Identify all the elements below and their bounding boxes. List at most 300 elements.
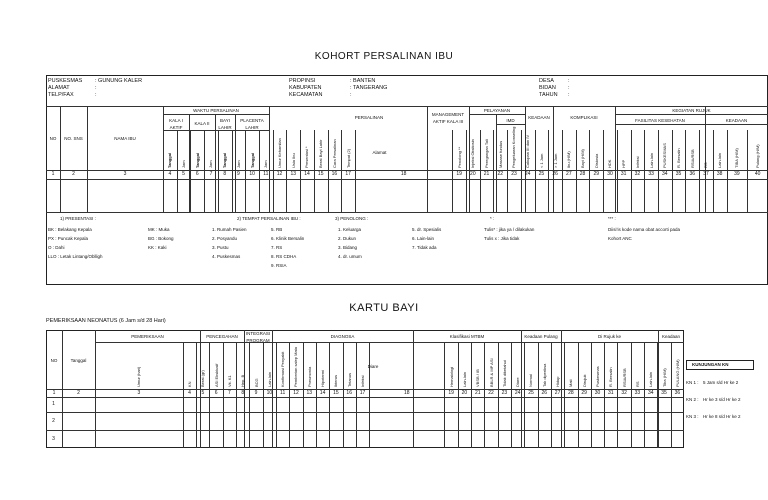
- info-label-telp: TELP/FAX: [48, 92, 74, 98]
- legend-tempat-title: 2) TEMPAT PERSALINAN IBU :: [237, 216, 301, 221]
- kartu-col-number: 19: [448, 390, 454, 396]
- group-line: [561, 330, 562, 448]
- column-line: [273, 130, 274, 212]
- kohort-col-label: RS: [703, 162, 709, 168]
- info-value-kabupaten: : TANGERANG: [350, 85, 388, 91]
- kn2-value: Hr ke 3 s/d Hr ke 2: [703, 397, 741, 402]
- column-line: [631, 342, 632, 448]
- kartu-col-number: 1: [52, 390, 56, 396]
- kohort-col-number: 17: [345, 171, 351, 177]
- kartu-col-number: 22: [488, 390, 494, 396]
- kohort-col-number: 2: [72, 171, 75, 177]
- legend-item: BK : Belakang Kepala: [48, 227, 92, 232]
- kartu-col-number: 14: [319, 390, 326, 396]
- kohort-col-number: 27: [566, 171, 572, 177]
- kohort-col-label: Jam: [235, 160, 241, 168]
- kohort-col-label: Ibu (H/M): [566, 151, 572, 168]
- kartu-col-number: 26: [541, 390, 548, 396]
- kartu-col-number: 34: [647, 390, 654, 396]
- column-line: [727, 130, 728, 212]
- column-line: [589, 130, 590, 212]
- kartu-col-no: NO: [50, 358, 58, 363]
- kartu-row-number: 3: [52, 436, 55, 442]
- kohort-col-label: PUSKESMAS: [662, 143, 668, 168]
- kohort-col-label: Jam: [263, 160, 269, 168]
- info-value-propinsi: : BANTEN: [350, 78, 376, 84]
- column-line: [576, 130, 577, 212]
- info-label-puskesmas: PUSKESMAS: [48, 78, 83, 84]
- kartu-col-label: Lain-lain: [266, 371, 272, 387]
- column-line: [328, 130, 329, 212]
- group-line: [269, 106, 270, 212]
- info-value-kecamatan: :: [350, 92, 352, 98]
- column-line: [644, 342, 645, 448]
- legend-item: 6. Lain-lain: [412, 236, 435, 241]
- kartu-col-label: R. Bersalin: [608, 367, 614, 387]
- legend-presentasi-list: [48, 225, 103, 261]
- kartu-col-number: 5: [201, 390, 205, 396]
- column-line: [300, 130, 301, 212]
- column-line: [562, 130, 563, 212]
- kohort-col-number: 25: [538, 171, 545, 177]
- kohort-col-number: 7: [209, 171, 213, 177]
- kohort-col-number: 5: [182, 171, 185, 177]
- waktu-group-line: [163, 114, 269, 115]
- kohort-numrow-bottom: [46, 179, 768, 180]
- kohort-col-label: Injeksi Oksitosin: [470, 139, 476, 168]
- legend-item: 2. Posyandu: [212, 236, 238, 241]
- group-line: [658, 330, 659, 448]
- info-label-alamat: ALAMAT: [48, 85, 70, 91]
- kartu-col-number: 7: [228, 390, 231, 396]
- legend-item: PX : Puncak Kepala: [48, 236, 89, 241]
- column-line: [60, 106, 61, 212]
- kn3-value: Hr ke 8 s/d Hr ke 2: [703, 414, 741, 419]
- group-line: [200, 330, 201, 448]
- column-line: [218, 130, 219, 212]
- legend-tanda-title: * :: [490, 216, 495, 221]
- legend-item: KK : Kaki: [148, 245, 167, 250]
- column-line: [286, 130, 287, 212]
- column-line: [314, 130, 315, 212]
- column-line: [538, 342, 539, 448]
- group-fasilitas: FASILITAS KESEHATAN: [635, 118, 685, 123]
- column-line: [535, 130, 536, 212]
- legend-item: Kohort ANC: [608, 236, 632, 241]
- group-bayi-lahir: BAYI LAHIR: [218, 118, 232, 130]
- kartu-col-number: 36: [674, 390, 681, 396]
- rujuk-group-line: [615, 114, 768, 115]
- column-line: [658, 130, 659, 212]
- kartu-col-label: BCG: [253, 378, 259, 387]
- column-line: [303, 342, 304, 448]
- info-value-alamat: :: [95, 85, 97, 91]
- legend-tempat-list-2: [271, 225, 304, 270]
- column-line: [236, 342, 237, 448]
- column-line: [249, 342, 250, 448]
- kartu-col-number: 35: [661, 390, 667, 396]
- group-kala1: KALA I AKTIF: [169, 118, 183, 130]
- column-line: [484, 342, 485, 448]
- kohort-col-label: Distosia: [593, 153, 599, 168]
- column-line: [356, 342, 357, 448]
- kartu-row1-bottom: [46, 412, 684, 413]
- kohort-col-number: 38: [716, 171, 723, 177]
- kartu-col-number: 31: [608, 390, 614, 396]
- kartu-col-number: 4: [188, 390, 191, 396]
- info-label-tahun: TAHUN: [539, 92, 558, 98]
- kartu-numrow-bottom: [46, 397, 684, 398]
- column-line: [493, 130, 494, 212]
- kartu-col-label: Hipotermi: [320, 369, 326, 387]
- kohort-col-label: Penolong **: [456, 146, 462, 168]
- kartu-col-label: BBLR & MP ASI: [488, 358, 494, 387]
- kohort-col-number: 28: [579, 171, 586, 177]
- legend-item: 1. Rumah Pasien: [212, 227, 247, 232]
- legend-item: 4. dr. umum: [338, 254, 362, 259]
- kohort-col-label: Presentasi *: [304, 146, 310, 168]
- kohort-col-number: 9: [237, 171, 240, 177]
- kohort-col-number: 8: [223, 171, 227, 177]
- legend-item: 5. RB: [271, 227, 283, 232]
- kohort-col-label: < 1 Jam: [538, 153, 544, 168]
- column-line: [685, 130, 686, 212]
- kohort-col-number: 13: [290, 171, 297, 177]
- legend-item: 7. Tidak ada: [412, 245, 437, 250]
- kartu-col-number: 20: [461, 390, 468, 396]
- info-label-kecamatan: KECAMATAN: [289, 92, 323, 98]
- column-line: [190, 130, 191, 212]
- column-line: [204, 130, 205, 212]
- column-line: [672, 130, 673, 212]
- kohort-col-number: 36: [689, 171, 696, 177]
- kartu-col-number: 27: [554, 390, 561, 396]
- legend-tempat-list: [212, 225, 247, 261]
- kohort-title: KOHORT PERSALINAN IBU: [314, 51, 454, 62]
- kohort-col-label: Tanggal: [167, 152, 173, 168]
- kohort-col-number: 32: [634, 171, 641, 177]
- group-pelayanan: PELAYANAN: [483, 108, 511, 113]
- kohort-col-number: 39: [734, 171, 740, 177]
- kn1-value: 5 Jam s/d Hr ke 2: [703, 380, 739, 385]
- column-line: [444, 342, 445, 448]
- column-line: [671, 342, 672, 448]
- column-line: [617, 342, 618, 448]
- legend-tanda-list: [484, 225, 534, 243]
- kartu-col-label: Tak diperiksa: [541, 363, 547, 387]
- kohort-col-number: 26: [552, 171, 558, 177]
- legend-item: 2. Dukun: [338, 236, 357, 241]
- group-plasenta: PLACENTA LAHIR: [240, 118, 264, 130]
- kn1-label: KN 1 :: [686, 380, 699, 385]
- column-line: [617, 130, 618, 212]
- legend-penolong-list: [338, 225, 362, 261]
- group-komplikasi: KOMPLIKASI: [570, 115, 598, 120]
- kartu-col-label: VBSB / IB: [475, 369, 481, 387]
- kartu-col-label: Lain-lain: [461, 371, 467, 387]
- kohort-col-number: 20: [470, 171, 476, 177]
- legend-obat-list: [608, 225, 680, 243]
- kohort-col-label: HPP: [621, 159, 627, 168]
- kohort-col-number: 34: [662, 171, 668, 177]
- kartu-col-number: 6: [214, 390, 218, 396]
- kohort-col-label: Berat Bayi Lahir: [318, 139, 324, 168]
- kohort-col-number: 23: [511, 171, 517, 177]
- group-keadaan-rujuk: KEADAAN: [725, 118, 748, 123]
- legend-item: Diisi’is kode nama obat accorti pada: [608, 227, 681, 232]
- column-line: [713, 130, 714, 212]
- kartu-col-label: Konfirmasi Penyakit: [280, 351, 286, 387]
- column-line: [355, 130, 356, 212]
- kartu-col-label: Infeksi: [360, 375, 365, 387]
- kohort-col-label: Pulang (H/M): [755, 144, 761, 168]
- legend-item: O : Dahi: [48, 245, 65, 250]
- kohort-col-number: 3: [123, 171, 127, 177]
- column-line: [276, 342, 277, 448]
- kohort-col-number: 15: [317, 171, 324, 177]
- column-line: [591, 342, 592, 448]
- kohort-col-number: 40: [754, 171, 761, 177]
- col-no-sns: NO. SNS: [64, 136, 83, 141]
- group-line: [189, 114, 190, 212]
- column-line: [245, 130, 246, 212]
- kartu-col-label: Pneumonia: [306, 366, 312, 387]
- column-line: [223, 342, 224, 448]
- kohort-col-label: Cakupan III dan IV: [525, 134, 531, 168]
- kartu-row-number: 2: [52, 418, 55, 424]
- col-alamat: Alamat: [372, 150, 387, 155]
- column-line: [480, 130, 481, 212]
- kartu-group-pencegahan: PENCEGAHAN: [206, 334, 238, 339]
- kartu-col-number: 3: [137, 390, 141, 396]
- kartu-col-number: 12: [293, 390, 299, 396]
- column-line: [95, 330, 96, 448]
- kartu-group-keadaan: Keadaan: [661, 334, 681, 339]
- kartu-col-label: Hidup: [555, 376, 561, 387]
- kartu-col-number: 10: [266, 390, 273, 396]
- info-value-telp: :: [95, 92, 97, 98]
- column-line: [471, 342, 472, 448]
- kartu-col-label: Berat (gr): [200, 370, 206, 387]
- kohort-col-label: Peregangan Tali: [484, 139, 490, 168]
- kartu-col-label: Puskesmas: [595, 366, 600, 387]
- kartu-col-number: 2: [77, 390, 80, 396]
- kartu-col-number: 9: [254, 390, 258, 396]
- legend-presentasi-title: 1) PRESENTASI :: [60, 216, 96, 221]
- kartu-col-number: 30: [594, 390, 601, 396]
- imd-sub-line: [496, 124, 525, 125]
- group-line: [272, 330, 273, 448]
- kohort-col-label: Lain-lain: [648, 152, 654, 168]
- kohort-col-label: > 1 Jam: [552, 153, 558, 168]
- column-line: [466, 130, 467, 212]
- info-value-tahun: :: [568, 92, 570, 98]
- kartu-group-diagnosa: DIAGNOSA: [330, 334, 355, 339]
- info-label-desa: DESA: [539, 78, 554, 84]
- legend-item: 6. Klinik Bersalin: [271, 236, 305, 241]
- kartu-col-label: Diare: [515, 377, 521, 387]
- kohort-col-label: Masase fundus: [497, 140, 503, 168]
- kartu-col-label: Tetanus: [346, 372, 352, 387]
- legend-obat-title: *** :: [608, 216, 616, 221]
- column-line: [329, 342, 330, 448]
- kohort-col-label: R. Bersalin: [676, 148, 682, 168]
- kartu-col-tanggal: Tanggal: [70, 358, 87, 363]
- kartu-row2-bottom: [46, 430, 684, 431]
- kohort-col-label: HDK: [607, 159, 613, 168]
- col-no: NO: [49, 136, 57, 141]
- kartu-col-label: Ikterus: [333, 374, 339, 387]
- column-line: [644, 130, 645, 212]
- kohort-col-label: Bayi (H/M): [580, 149, 586, 168]
- kohort-col-number: 31: [620, 171, 627, 177]
- kartu-col-number: 8: [241, 390, 245, 396]
- legend-item: 1. Keluarga: [338, 227, 362, 232]
- kohort-col-number: 11: [263, 171, 269, 177]
- column-line: [747, 130, 748, 212]
- info-label-bidan: BIDAN: [539, 85, 556, 91]
- info-value-puskesmas: : GUNUNG KALER: [95, 78, 143, 84]
- kartu-col-label: Vit. K1: [226, 375, 232, 387]
- legend-item: 5. dr. Spesialis: [412, 227, 442, 232]
- column-line: [507, 130, 508, 212]
- kohort-col-number: 12: [276, 171, 283, 177]
- group-line: [521, 330, 522, 448]
- kohort-col-number: 21: [483, 171, 490, 177]
- legend-item: Tulis x : Jika tidak: [484, 236, 520, 241]
- kohort-col-number: 6: [195, 171, 199, 177]
- kohort-col-label: Tempat (2): [345, 148, 351, 168]
- kartu-col-number: 24: [514, 390, 521, 396]
- kohort-col-label: Cara Persalinan: [331, 139, 337, 168]
- kohort-col-label: Infeksi: [634, 156, 640, 168]
- kohort-col-label: Jam: [208, 160, 214, 168]
- kartu-bayi-title: KARTU BAYI: [349, 302, 419, 314]
- column-line: [498, 342, 499, 448]
- kartu-col-label: KN: [187, 381, 193, 387]
- legend-item: MK : Muka: [148, 227, 170, 232]
- group-line: [413, 330, 414, 448]
- column-line: [604, 342, 605, 448]
- column-line: [196, 342, 197, 448]
- legend-item: BG : Bokong: [148, 236, 174, 241]
- kohort-col-label: RSIA/RSB: [689, 149, 695, 168]
- kartu-col-label: Umur (hari): [136, 366, 142, 387]
- kartu-group-integrasi: INTEGRASI PROGRAM: [245, 331, 271, 343]
- legend-penolong-title: 3) PENOLONG :: [335, 216, 369, 221]
- kn2-label: KN 2 :: [686, 397, 699, 402]
- column-line: [177, 130, 178, 212]
- kartu-group-klasifikasi: Klasifikasi MTBM: [449, 334, 485, 339]
- kohort-col-label: Jam: [181, 160, 187, 168]
- kartu-col-label: ASI Eksklusif: [213, 363, 219, 387]
- kohort-col-label: Usia Ibu: [290, 153, 296, 168]
- kohort-col-label: Umur Kehamilan: [277, 138, 283, 168]
- kartu-col-label: Tidak diketahui: [501, 360, 507, 387]
- legend-item: 3. Pustu: [212, 245, 229, 250]
- group-rujuk: KEGIATAN RUJUK: [672, 108, 711, 113]
- kohort-datarow-bottom: [46, 212, 768, 213]
- column-line: [511, 342, 512, 448]
- col-nama-ibu: NAMA IBU: [114, 136, 136, 141]
- kartu-col-number: 18: [404, 390, 410, 396]
- column-line: [564, 342, 565, 448]
- kohort-col-label: Tanggal: [194, 152, 200, 168]
- kartu-col-number: 28: [568, 390, 574, 396]
- column-line: [524, 342, 525, 448]
- kohort-col-label: Pengeluaran Konseling: [511, 126, 517, 168]
- column-line: [263, 342, 264, 448]
- group-line: [496, 114, 497, 212]
- kohort-col-number: 22: [497, 171, 504, 177]
- legend-presentasi-list-2: [148, 225, 174, 252]
- column-line: [232, 130, 233, 212]
- kartu-col-number: 29: [581, 390, 587, 396]
- kartu-col-number: 11: [280, 390, 286, 396]
- legend-item: 3. Bidang: [338, 245, 358, 250]
- column-line: [548, 130, 549, 212]
- column-line: [631, 130, 632, 212]
- kartu-col-number: 13: [306, 390, 313, 396]
- kohort-col-number: 30: [607, 171, 613, 177]
- column-line: [452, 130, 453, 212]
- kartu-col-diare: Diare: [367, 364, 379, 369]
- kartu-col-label: Normal: [528, 374, 534, 387]
- column-line: [341, 130, 342, 212]
- legend-item: LLO : Letak Lintang/Oblligh: [48, 254, 103, 259]
- group-waktu: WAKTU PERSALINAN: [193, 108, 239, 113]
- column-line: [87, 106, 88, 212]
- kartu-col-label: PULANG (H/M): [674, 359, 680, 387]
- column-line: [289, 342, 290, 448]
- kartu-col-label: Pemberian salep Mata: [293, 346, 299, 387]
- kohort-col-number: 37: [703, 171, 709, 177]
- kartu-col-number: 23: [501, 390, 508, 396]
- kn3-label: KN 3 :: [686, 414, 699, 419]
- kartu-group-keadaan-pulang: Keadaan Pulang: [524, 334, 558, 339]
- column-line: [316, 342, 317, 448]
- legend-item: Tulis* : jika ya / dilakukan: [484, 227, 535, 232]
- group-imd: IMD: [506, 118, 515, 123]
- kohort-col-label: Lain-lain: [717, 152, 723, 168]
- kohort-header-top: [46, 106, 768, 107]
- kartu-col-number: 25: [528, 390, 534, 396]
- column-line: [578, 342, 579, 448]
- kartu-col-label: Tiba (H/M): [661, 368, 667, 387]
- legend-item: 9. RSIA: [271, 263, 287, 268]
- kohort-col-number: 35: [675, 171, 682, 177]
- column-line: [343, 342, 344, 448]
- kartu-col-number: 16: [346, 390, 352, 396]
- group-persalinan: PERSALINAN: [354, 115, 384, 120]
- column-line: [521, 130, 522, 212]
- info-value-bidan: :: [568, 85, 570, 91]
- kartu-group-dirujuk: Di Rujuk ke: [597, 334, 621, 339]
- legend-penolong-list-2: [412, 225, 441, 252]
- column-line: [603, 130, 604, 212]
- group-kala2: KALA II: [194, 121, 210, 126]
- column-line: [183, 342, 184, 448]
- kartu-col-label: RS: [634, 381, 640, 387]
- kartu-col-label: Mati: [568, 379, 574, 387]
- kohort-col-number: 1: [51, 171, 55, 177]
- kartu-col-number: 15: [333, 390, 339, 396]
- kartu-col-label: Hep. B: [240, 374, 246, 387]
- column-line: [458, 342, 459, 448]
- kohort-col-number: 10: [249, 171, 255, 177]
- kohort-col-number: 29: [593, 171, 600, 177]
- group-management: MANAGEMENT AKTIF KALA III: [431, 112, 465, 124]
